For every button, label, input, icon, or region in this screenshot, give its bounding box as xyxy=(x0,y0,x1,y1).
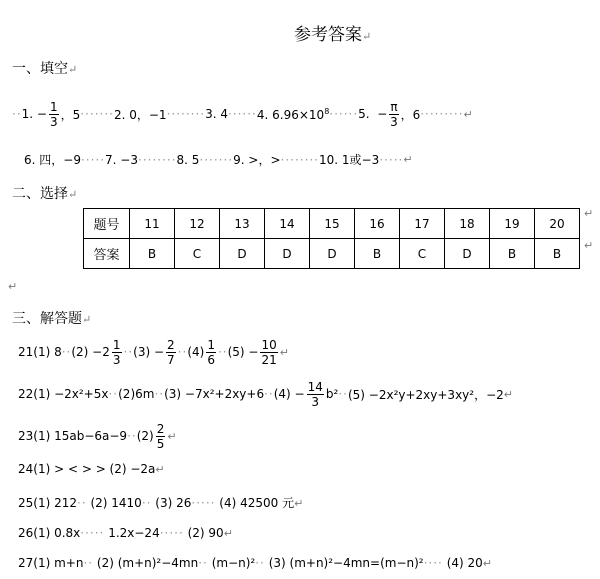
section-fill-in-heading: 一、填空↵ xyxy=(12,61,78,77)
section-choice-heading: 二、选择↵ xyxy=(12,186,78,202)
fill-in-row-1: ·· 1. − $\frac{1}{3}$ ，5 ······· 2. 0，−1 ········ 3. 4 ······ 4. $6.96\times 10^8$ ······ 5. − $\frac{\pi}{3}$ ，6 ········· ↵ xyxy=(12,99,473,129)
answer-24: 24(1) > < > > (2) −2a↵ xyxy=(18,462,165,476)
table-cell: 14 xyxy=(265,209,310,239)
q5-fraction: $\frac{\pi}{3}$ xyxy=(390,99,398,129)
table-cell: 19 xyxy=(490,209,535,239)
q4-answer: 4. $6.96\times 10^8$ xyxy=(256,106,330,122)
table-cell: B xyxy=(490,239,535,269)
table-cell: D xyxy=(220,239,265,269)
q5-tail: ，6 xyxy=(400,107,421,122)
q5-number: 5. xyxy=(358,107,370,121)
page-title: 参考答案↵ xyxy=(294,25,372,45)
q1-number: 1. xyxy=(21,107,34,121)
q1-tail: ，5 xyxy=(60,107,81,122)
table-cell: C xyxy=(400,239,445,269)
table-cell: 15 xyxy=(310,209,355,239)
answer-26: 26(1) 0.8x····· 1.2x−24····· (2) 90↵ xyxy=(18,526,233,540)
q8-answer: 8. 5 xyxy=(176,152,200,167)
table-header-question: 题号 xyxy=(84,209,130,239)
table-cell: B xyxy=(130,239,175,269)
section-solutions-heading: 三、解答题↵ xyxy=(12,311,92,327)
table-cell: 20 xyxy=(535,209,580,239)
q6-answer: 6. 四，−9 xyxy=(24,153,81,167)
q7-answer: 7. −3 xyxy=(105,152,138,167)
table-cell: C xyxy=(175,239,220,269)
q5-sign: − xyxy=(377,107,388,121)
table-cell: 12 xyxy=(175,209,220,239)
answer-22: 22(1) −2x²+5x ·· (2)6m ·· (3) −7x²+2xy+6 ·· (4) − $\frac{14}{3}$ b² ·· (5) −2x²y+2xy+3xy²，−2 ↵ xyxy=(18,379,513,409)
choice-answer-table xyxy=(83,208,580,269)
fill-in-row-2: 6. 四，−9 ····· 7. −3 ········ 8. 5 ······· 9. >，> ········ 10. 1或−3 ····· ↵ xyxy=(24,152,413,167)
table-cell: B xyxy=(355,239,400,269)
q9-answer: 9. >，> xyxy=(233,153,281,167)
table-cell: 11 xyxy=(130,209,175,239)
q2-answer: 2. 0，−1 xyxy=(113,107,167,122)
answer-21: 21(1) 8 ·· (2) −2 $\frac{1}{3}$ ·· (3) − $\frac{2}{7}$ ·· (4) $\frac{1}{6}$ ·· (5) − $\frac{10}{21}$ ↵ xyxy=(18,337,289,367)
table-cell: 13 xyxy=(220,209,265,239)
table-cell: D xyxy=(310,239,355,269)
q3-answer: 3. 4 xyxy=(205,107,228,121)
answer-23: 23(1) 15ab−6a−9 ·· (2) $\frac{2}{5}$ ↵ xyxy=(18,421,177,451)
answer-25: 25(1) 212·· (2) 1410·· (3) 26····· (4) 42500 元↵ xyxy=(18,496,304,510)
table-row xyxy=(84,209,580,239)
table-cell: D xyxy=(445,239,490,269)
table-cell: 17 xyxy=(400,209,445,239)
table-cell: 18 xyxy=(445,209,490,239)
table-row xyxy=(84,239,580,269)
table-cell: B xyxy=(535,239,580,269)
q10-answer: 10. 1或−3 xyxy=(319,153,380,167)
answer-27: 27(1) m+n·· (2) (m+n)²−4mn·· (m−n)²·· (3) (m+n)²−4mn=(m−n)²···· (4) 20↵ xyxy=(18,556,493,570)
table-cell: D xyxy=(265,239,310,269)
table-header-answer: 答案 xyxy=(84,239,130,269)
table-cell: 16 xyxy=(355,209,400,239)
q1-sign: − xyxy=(36,107,47,121)
q1-fraction: $\frac{1}{3}$ xyxy=(49,99,58,129)
